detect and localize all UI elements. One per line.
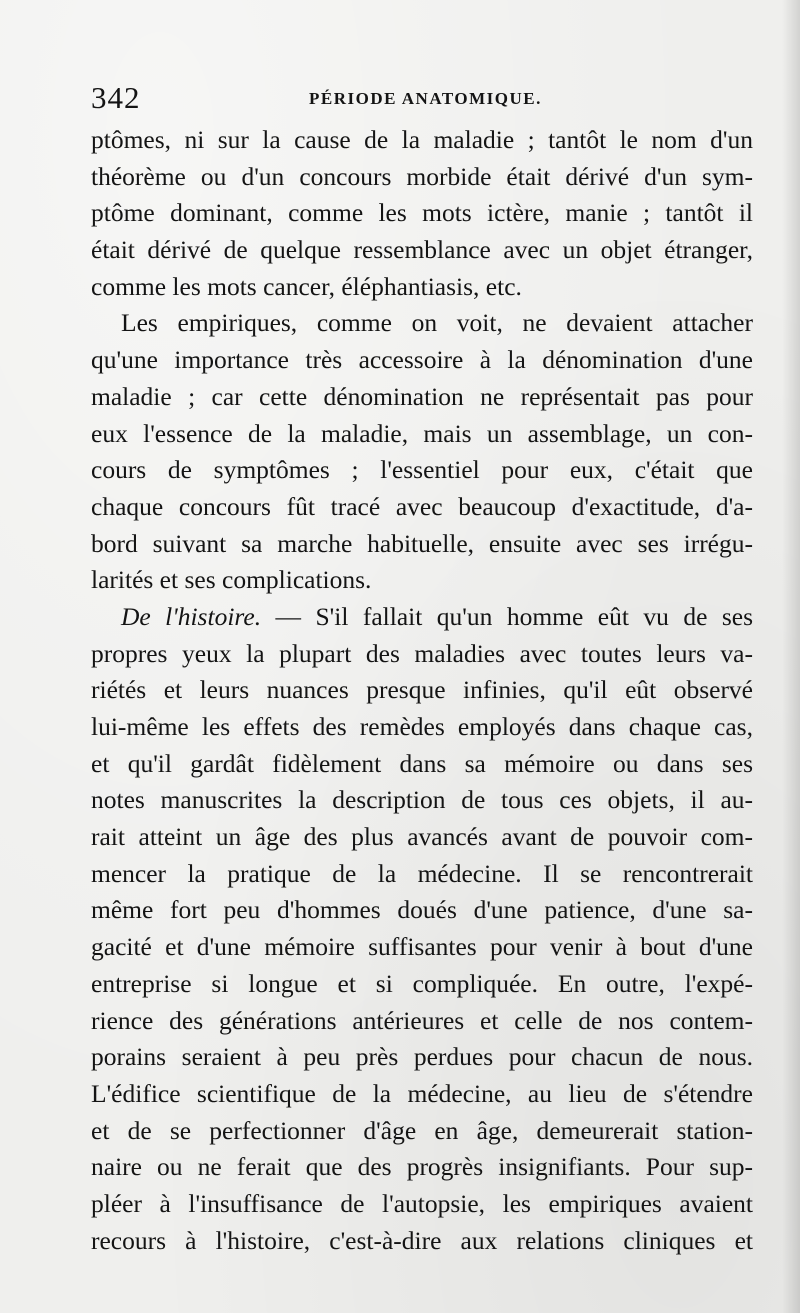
text-line: propres yeux la plupart des maladies avec toutes leurs va- — [91, 638, 753, 668]
text-line: bord suivant sa marche habituelle, ensuite avec ses irrégu- — [91, 528, 753, 558]
text-line: L'édifice scientifique de la médecine, au lieu de s'étendre — [91, 1078, 753, 1108]
text-line: chaque concours fût tracé avec beaucoup d'exactitude, d'a- — [91, 491, 753, 521]
text-line: qu'une importance très accessoire à la dénomination d'une — [91, 345, 753, 375]
text-line: notes manuscrites la description de tous ces objets, il au- — [91, 785, 753, 815]
text-line: rience des générations antérieures et celle de nos contem- — [91, 1005, 753, 1035]
page-number: 342 — [91, 80, 141, 115]
text-line: riétés et leurs nuances presque infinies, qu'il eût observé — [91, 675, 753, 705]
text-line: ptôme dominant, comme les mots ictère, manie ; tantôt il — [91, 198, 753, 228]
text-line: lui-même les effets des remèdes employés dans chaque cas, — [91, 712, 753, 741]
text-line: naire ou ne ferait que des progrès insignifiants. Pour sup- — [91, 1152, 753, 1182]
text-line: eux l'essence de la maladie, mais un assemblage, un con- — [91, 418, 753, 448]
text-line: et qu'il gardât fidèlement dans sa mémoire ou dans ses — [91, 748, 753, 778]
text-line: Les empiriques, comme on voit, ne devaient attacher — [121, 308, 753, 338]
text-line: cours de symptômes ; l'essentiel pour eux, c'était que — [91, 455, 753, 485]
page-gutter-shadow — [782, 0, 800, 1313]
text-line: était dérivé de quelque ressemblance avec un objet étranger, — [91, 235, 753, 265]
running-title: PÉRIODE ANATOMIQUE. — [309, 89, 542, 108]
text-line: maladie ; car cette dénomination ne représentait pas pour — [91, 381, 753, 411]
text-line: comme les mots cancer, éléphantiasis, etc. — [91, 271, 522, 301]
text-line: ptômes, ni sur la cause de la maladie ; tantôt le nom d'un — [91, 125, 753, 154]
text-line: et de se perfectionner d'âge en âge, demeurerait station- — [91, 1115, 753, 1145]
text-line: mencer la pratique de la médecine. Il se rencontrerait — [91, 858, 753, 888]
page-header — [91, 82, 751, 114]
section-heading: De l'histoire. — [121, 601, 262, 631]
text-line: entreprise si longue et si compliquée. En outre, l'expé- — [91, 968, 753, 998]
text-line: recours à l'histoire, c'est-à-dire aux relations cliniques et — [91, 1225, 753, 1255]
text-line: théorème ou d'un concours morbide était dérivé d'un sym- — [91, 161, 753, 191]
text-line: pléer à l'insuffisance de l'autopsie, les empiriques avaient — [91, 1188, 753, 1218]
body-text — [91, 122, 753, 1259]
text-line: porains seraient à peu près perdues pour chacun de nous. — [91, 1042, 753, 1072]
text-line: larités et ses complications. — [91, 565, 372, 595]
text-line: même fort peu d'hommes doués d'une patience, d'une sa- — [91, 895, 753, 925]
text-line-rest: — S'il fallait qu'un homme eût vu de ses — [261, 601, 753, 631]
text-line — [91, 599, 753, 636]
text-line: rait atteint un âge des plus avancés avant de pouvoir com- — [91, 822, 753, 852]
text-line: gacité et d'une mémoire suffisantes pour venir à bout d'une — [91, 932, 753, 962]
